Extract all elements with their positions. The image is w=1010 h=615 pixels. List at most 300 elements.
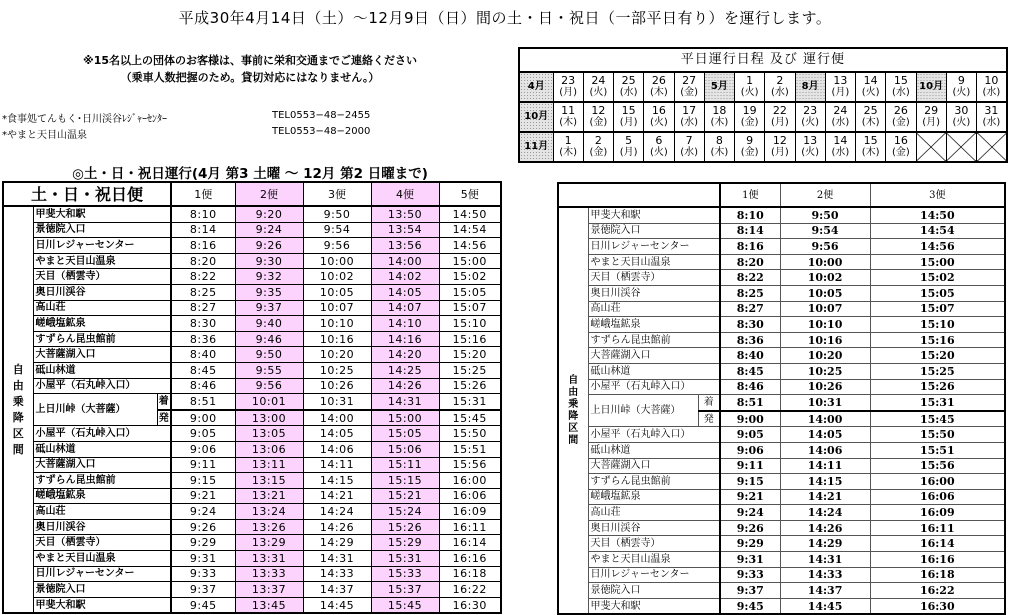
table-row (558, 332, 1005, 348)
departure-time: 8:51 (720, 395, 780, 411)
departure-time: 15:05 (870, 285, 1005, 301)
trip-header: 1便 (720, 183, 780, 207)
station-name: 高山荘 (588, 301, 720, 317)
table-row (3, 457, 501, 473)
station-name: すずらん昆虫館前 (33, 331, 171, 347)
station-name: 景徳院入口 (33, 582, 171, 598)
departure-time: 14:00 (780, 411, 870, 427)
day-number: 26 (893, 104, 908, 117)
operating-day (704, 132, 734, 162)
table-row (558, 474, 1005, 490)
departure-time: 9:11 (171, 457, 235, 473)
table-row (558, 567, 1005, 583)
trip-header: 3便 (870, 183, 1005, 207)
operating-day (886, 132, 916, 162)
departure-time: 14:02 (371, 269, 439, 285)
station-name: 砥山林道 (33, 441, 171, 457)
departure-time: 14:15 (303, 473, 371, 489)
departure-time: 14:16 (371, 331, 439, 347)
weekday-name: (水) (982, 87, 1001, 98)
station-name: 景徳院入口 (588, 223, 720, 239)
departure-time: 15:51 (439, 441, 501, 457)
station-name: 上日川峠（大菩薩） (33, 394, 157, 426)
weekday-name: (金) (740, 147, 759, 158)
page-title: 平成30年4月14日（土）～12月9日（日）間の土・日・祝日（一部平日有り）を運行します。 (178, 9, 832, 27)
station-name: 甲斐大和駅 (33, 206, 171, 222)
operating-day (644, 72, 674, 102)
table-row (3, 284, 501, 300)
departure-time: 14:31 (371, 394, 439, 410)
table-row (3, 551, 501, 567)
departure-time: 14:26 (303, 519, 371, 535)
weekday-name: (水) (680, 117, 699, 128)
departure-time: 15:10 (439, 316, 501, 332)
departure-time: 8:22 (171, 269, 235, 285)
operating-day (583, 102, 613, 132)
weekday-name: (水) (770, 87, 789, 98)
departure-time: 9:50 (235, 347, 303, 363)
day-number: 24 (591, 74, 606, 87)
departure-time: 10:05 (303, 284, 371, 300)
station-name: 小屋平（石丸峠入口） (588, 379, 720, 395)
departure-time: 16:16 (439, 551, 501, 567)
departure-time: 14:15 (780, 474, 870, 490)
station-name: 砥山林道 (588, 363, 720, 379)
departure-time: 8:20 (720, 254, 780, 270)
departure-time: 8:46 (720, 379, 780, 395)
table-row (558, 552, 1005, 568)
departure-time: 14:33 (780, 567, 870, 583)
table-row (3, 519, 501, 535)
departure-time: 8:36 (720, 332, 780, 348)
section-label-char: 自 (12, 362, 24, 376)
table-row (558, 442, 1005, 458)
table-row (3, 597, 501, 613)
weekday-name: (金) (740, 117, 759, 128)
departure-time: 10:00 (303, 253, 371, 269)
operating-day (583, 72, 613, 102)
departure-time: 8:45 (171, 362, 235, 378)
section-label-char: 由 (568, 386, 579, 398)
departure-time: 15:00 (371, 410, 439, 426)
departure-time: 9:00 (171, 410, 235, 426)
station-name: 奥日川渓谷 (33, 519, 171, 535)
departure-time: 13:29 (235, 535, 303, 551)
departure-time: 15:31 (439, 394, 501, 410)
day-number: 14 (863, 74, 878, 87)
departure-time: 9:33 (171, 566, 235, 582)
departure-time: 9:46 (235, 331, 303, 347)
departure-time: 15:45 (870, 411, 1005, 427)
station-name: 日川レジャーセンター (33, 566, 171, 582)
departure-time: 9:24 (720, 505, 780, 521)
departure-time: 10:16 (303, 331, 371, 347)
header-row (3, 182, 501, 206)
departure-time: 9:00 (720, 411, 780, 427)
departure-time: 13:45 (235, 597, 303, 613)
departure-time: 9:26 (171, 519, 235, 535)
month-label: 10月 (916, 72, 946, 102)
departure-time: 15:11 (371, 457, 439, 473)
weekday-name: (月) (770, 147, 789, 158)
departure-time: 8:51 (171, 394, 235, 410)
empty-cell-cross (977, 132, 1007, 162)
day-number: 15 (893, 74, 908, 87)
table-row (3, 394, 501, 410)
departure-time: 10:20 (780, 348, 870, 364)
section-label-char: 区 (568, 422, 579, 434)
operating-day (977, 102, 1007, 132)
operating-day (856, 102, 886, 132)
departure-time: 9:24 (171, 504, 235, 520)
operating-day (735, 132, 765, 162)
contact-row (0, 110, 500, 124)
departure-time: 9:37 (235, 300, 303, 316)
section-label-char: 間 (12, 442, 24, 456)
station-name: 大菩薩湖入口 (33, 457, 171, 473)
weekend-schedule-title: ◎土・日・祝日運行(4月 第3 土曜 ～ 12月 第2 日曜まで) (72, 166, 428, 182)
departure-time: 14:05 (303, 426, 371, 442)
operating-day (765, 72, 795, 102)
day-number: 26 (651, 74, 666, 87)
table-row (3, 441, 501, 457)
day-number: 24 (833, 104, 848, 117)
blank-header (558, 183, 720, 207)
contact-phone: TEL0553−48−2000 (272, 126, 371, 137)
table-row (3, 238, 501, 254)
day-number: 16 (651, 104, 666, 117)
departure-time: 13:05 (235, 426, 303, 442)
departure-time: 8:36 (171, 331, 235, 347)
weekday-name: (木) (710, 117, 729, 128)
departure-time: 9:50 (303, 206, 371, 222)
departure-time: 13:26 (235, 519, 303, 535)
departure-time: 9:56 (780, 239, 870, 255)
operating-day (825, 72, 855, 102)
station-name: すずらん昆虫館前 (33, 473, 171, 489)
weekday-name: (木) (861, 117, 880, 128)
station-name: 日川レジャーセンター (33, 238, 171, 254)
departure-time: 9:55 (235, 362, 303, 378)
table-row (558, 583, 1005, 599)
departure-time: 16:06 (870, 489, 1005, 505)
departure-time: 14:25 (371, 362, 439, 378)
station-name: 砥山林道 (33, 362, 171, 378)
departure-time: 9:32 (235, 269, 303, 285)
station-name: 天目（栖雲寺） (33, 269, 171, 285)
table-row (558, 536, 1005, 552)
table-row (3, 206, 501, 222)
section-label-char: 乗 (568, 398, 579, 410)
weekday-name: (木) (710, 147, 729, 158)
departure-time: 14:05 (371, 284, 439, 300)
departure-time: 14:20 (371, 347, 439, 363)
departure-time: 10:02 (303, 269, 371, 285)
departure-time: 13:06 (235, 441, 303, 457)
station-name: 景徳院入口 (33, 222, 171, 238)
departure-time: 9:33 (720, 567, 780, 583)
section-label-char: 区 (12, 426, 24, 440)
departure-time: 8:20 (171, 253, 235, 269)
departure-time: 9:05 (171, 426, 235, 442)
departure-time: 10:20 (303, 347, 371, 363)
departure-time: 13:50 (371, 206, 439, 222)
empty-cell-cross (946, 132, 976, 162)
station-name: 高山荘 (33, 300, 171, 316)
station-name: 天目（栖雲寺） (588, 270, 720, 286)
weekday-name: (木) (861, 147, 880, 158)
weekday-name: (金) (680, 87, 699, 98)
day-number: 27 (682, 74, 697, 87)
departure-time: 15:26 (439, 378, 501, 394)
operating-day (795, 132, 825, 162)
section-label-char: 乗 (12, 394, 24, 408)
departure-time: 10:07 (303, 300, 371, 316)
station-name: 奥日川渓谷 (588, 285, 720, 301)
departure-time: 14:29 (780, 536, 870, 552)
station-name: 大菩薩湖入口 (588, 458, 720, 474)
departure-time: 14:00 (371, 253, 439, 269)
day-number: 15 (863, 134, 878, 147)
departure-time: 15:21 (371, 488, 439, 504)
station-name: 小屋平（石丸峠入口） (33, 426, 171, 442)
operating-day (614, 132, 644, 162)
departure-time: 9:26 (235, 238, 303, 254)
departure-time: 14:56 (870, 239, 1005, 255)
day-number: 23 (803, 104, 818, 117)
departure-time: 14:24 (780, 505, 870, 521)
departure-time: 9:45 (720, 598, 780, 614)
table-row (3, 316, 501, 332)
day-number: 19 (742, 104, 757, 117)
table-row (558, 254, 1005, 270)
departure-time: 13:11 (235, 457, 303, 473)
departure-time: 8:27 (171, 300, 235, 316)
table-row (558, 239, 1005, 255)
table-row (3, 253, 501, 269)
departure-time: 8:30 (720, 317, 780, 333)
departure-time: 9:56 (235, 378, 303, 394)
weekday-name: (火) (861, 87, 880, 98)
departure-time: 15:07 (870, 301, 1005, 317)
departure-time: 16:22 (439, 582, 501, 598)
weekday-name: (月) (831, 87, 850, 98)
table-row (3, 222, 501, 238)
station-name: 奥日川渓谷 (588, 520, 720, 536)
departure-time: 9:37 (171, 582, 235, 598)
departure-time: 14:45 (303, 597, 371, 613)
departure-time: 15:15 (371, 473, 439, 489)
operating-day (644, 102, 674, 132)
calendar-title: 平日運行日程 及び 運行便 (519, 48, 1007, 72)
section-label-char: 由 (12, 378, 24, 392)
departure-time: 10:01 (235, 394, 303, 410)
departure-time: 9:24 (235, 222, 303, 238)
departure-time: 9:05 (720, 427, 780, 443)
departure-time: 15:10 (870, 317, 1005, 333)
operating-day (886, 72, 916, 102)
weekday-name: (月) (619, 147, 638, 158)
contact-row (0, 126, 500, 140)
operating-day (735, 102, 765, 132)
departure-time: 15:00 (439, 253, 501, 269)
weekday-name: (木) (559, 117, 578, 128)
station-name: 高山荘 (33, 504, 171, 520)
weekday-name: (火) (589, 87, 608, 98)
station-name: 日川レジャーセンター (588, 567, 720, 583)
departure-time: 15:51 (870, 442, 1005, 458)
empty-cell-cross (916, 132, 946, 162)
contact-phone: TEL0553−48−2455 (272, 110, 371, 121)
weekday-name: (火) (649, 147, 668, 158)
station-name: 上日川峠（大菩薩） (588, 395, 698, 427)
departure-time: 16:14 (870, 536, 1005, 552)
departure-time: 16:30 (870, 598, 1005, 614)
weekday-name: (月) (770, 117, 789, 128)
departure-time: 14:45 (780, 598, 870, 614)
weekday-name: (水) (831, 147, 850, 158)
departure-time: 15:31 (870, 395, 1005, 411)
day-number: 17 (682, 104, 697, 117)
departure-time: 15:31 (371, 551, 439, 567)
calendar-row (519, 72, 1007, 102)
station-name: 嵯峨塩鉱泉 (588, 489, 720, 505)
departure-time: 10:25 (780, 363, 870, 379)
station-name: 嵯峨塩鉱泉 (33, 488, 171, 504)
departure-time: 9:21 (720, 489, 780, 505)
departure-time: 9:26 (720, 520, 780, 536)
day-number: 14 (833, 134, 848, 147)
table-row (3, 582, 501, 598)
departure-time: 9:20 (235, 206, 303, 222)
departure-time: 14:29 (303, 535, 371, 551)
weekday-name: (火) (952, 87, 971, 98)
departure-time: 8:22 (720, 270, 780, 286)
weekday-name: (火) (740, 87, 759, 98)
departure-time: 9:29 (720, 536, 780, 552)
day-number: 5 (625, 134, 633, 147)
table-row (558, 285, 1005, 301)
trip-header: 2便 (235, 182, 303, 206)
departure-time: 16:00 (439, 473, 501, 489)
departure-time: 15:24 (371, 504, 439, 520)
departure-time: 14:26 (780, 520, 870, 536)
station-name: 日川レジャーセンター (588, 239, 720, 255)
departure-time: 9:15 (171, 473, 235, 489)
weekday-name: (金) (589, 147, 608, 158)
table-row (3, 362, 501, 378)
departure-time: 9:40 (235, 316, 303, 332)
section-label-char: 降 (568, 410, 579, 422)
departure-time: 14:31 (780, 552, 870, 568)
departure-time: 14:26 (371, 378, 439, 394)
departure-time: 16:00 (870, 474, 1005, 490)
departure-time: 8:27 (720, 301, 780, 317)
section-label-char: 降 (12, 410, 24, 424)
departure-time: 8:30 (171, 316, 235, 332)
operating-day (946, 72, 976, 102)
section-label-char: 自 (568, 374, 579, 386)
calendar-title-row (519, 48, 1007, 72)
day-number: 9 (746, 134, 754, 147)
departure-time: 14:33 (303, 566, 371, 582)
departure-time: 13:00 (235, 410, 303, 426)
operating-day (977, 72, 1007, 102)
departure-time: 8:45 (720, 363, 780, 379)
day-number: 9 (957, 74, 965, 87)
day-number: 25 (621, 74, 636, 87)
calendar-row (519, 102, 1007, 132)
departure-time: 15:45 (439, 410, 501, 426)
station-name: 景徳院入口 (588, 583, 720, 599)
table-row (3, 269, 501, 285)
table-row (558, 270, 1005, 286)
departure-time: 15:25 (870, 363, 1005, 379)
station-name: 嵯峨塩鉱泉 (33, 316, 171, 332)
station-name: 大菩薩湖入口 (588, 348, 720, 364)
month-label: 4月 (519, 72, 553, 102)
operating-day (553, 72, 583, 102)
departure-time: 8:16 (171, 238, 235, 254)
day-number: 12 (772, 134, 787, 147)
weekday-name: (水) (891, 87, 910, 98)
day-number: 31 (984, 104, 999, 117)
day-number: 6 (655, 134, 663, 147)
operating-day (735, 72, 765, 102)
station-name: 奥日川渓谷 (33, 284, 171, 300)
departure-time: 10:05 (780, 285, 870, 301)
departure-time: 13:33 (235, 566, 303, 582)
departure-time: 15:16 (439, 331, 501, 347)
operating-day (674, 132, 704, 162)
departure-time: 14:07 (371, 300, 439, 316)
weekday-name: (木) (649, 87, 668, 98)
departure-time: 13:54 (371, 222, 439, 238)
departure-time: 14:54 (870, 223, 1005, 239)
station-name: 小屋平（石丸峠入口） (33, 378, 171, 394)
operating-day (795, 102, 825, 132)
weekday-name: (金) (891, 147, 910, 158)
departure-time: 8:25 (720, 285, 780, 301)
day-number: 1 (564, 134, 572, 147)
operating-day (856, 132, 886, 162)
arrive-label: 着 (157, 394, 171, 410)
station-name: やまと天目山温泉 (33, 551, 171, 567)
departure-time: 9:35 (235, 284, 303, 300)
table-row (558, 363, 1005, 379)
departure-time: 9:45 (171, 597, 235, 613)
day-number: 13 (803, 134, 818, 147)
contact-name: *やまと天目山温泉 (2, 130, 87, 141)
trip-header: 2便 (780, 183, 870, 207)
trip-header: 4便 (371, 182, 439, 206)
operating-day (583, 132, 613, 162)
trip-header: 3便 (303, 182, 371, 206)
departure-time: 14:24 (303, 504, 371, 520)
departure-time: 14:06 (780, 442, 870, 458)
departure-time: 8:40 (171, 347, 235, 363)
table-row (558, 505, 1005, 521)
table-row (3, 488, 501, 504)
departure-time: 15:06 (371, 441, 439, 457)
departure-time: 15:07 (439, 300, 501, 316)
table-row (3, 378, 501, 394)
station-name: すずらん昆虫館前 (588, 474, 720, 490)
departure-time: 15:56 (439, 457, 501, 473)
departure-time: 15:02 (870, 270, 1005, 286)
operating-day (825, 102, 855, 132)
departure-time: 9:31 (171, 551, 235, 567)
